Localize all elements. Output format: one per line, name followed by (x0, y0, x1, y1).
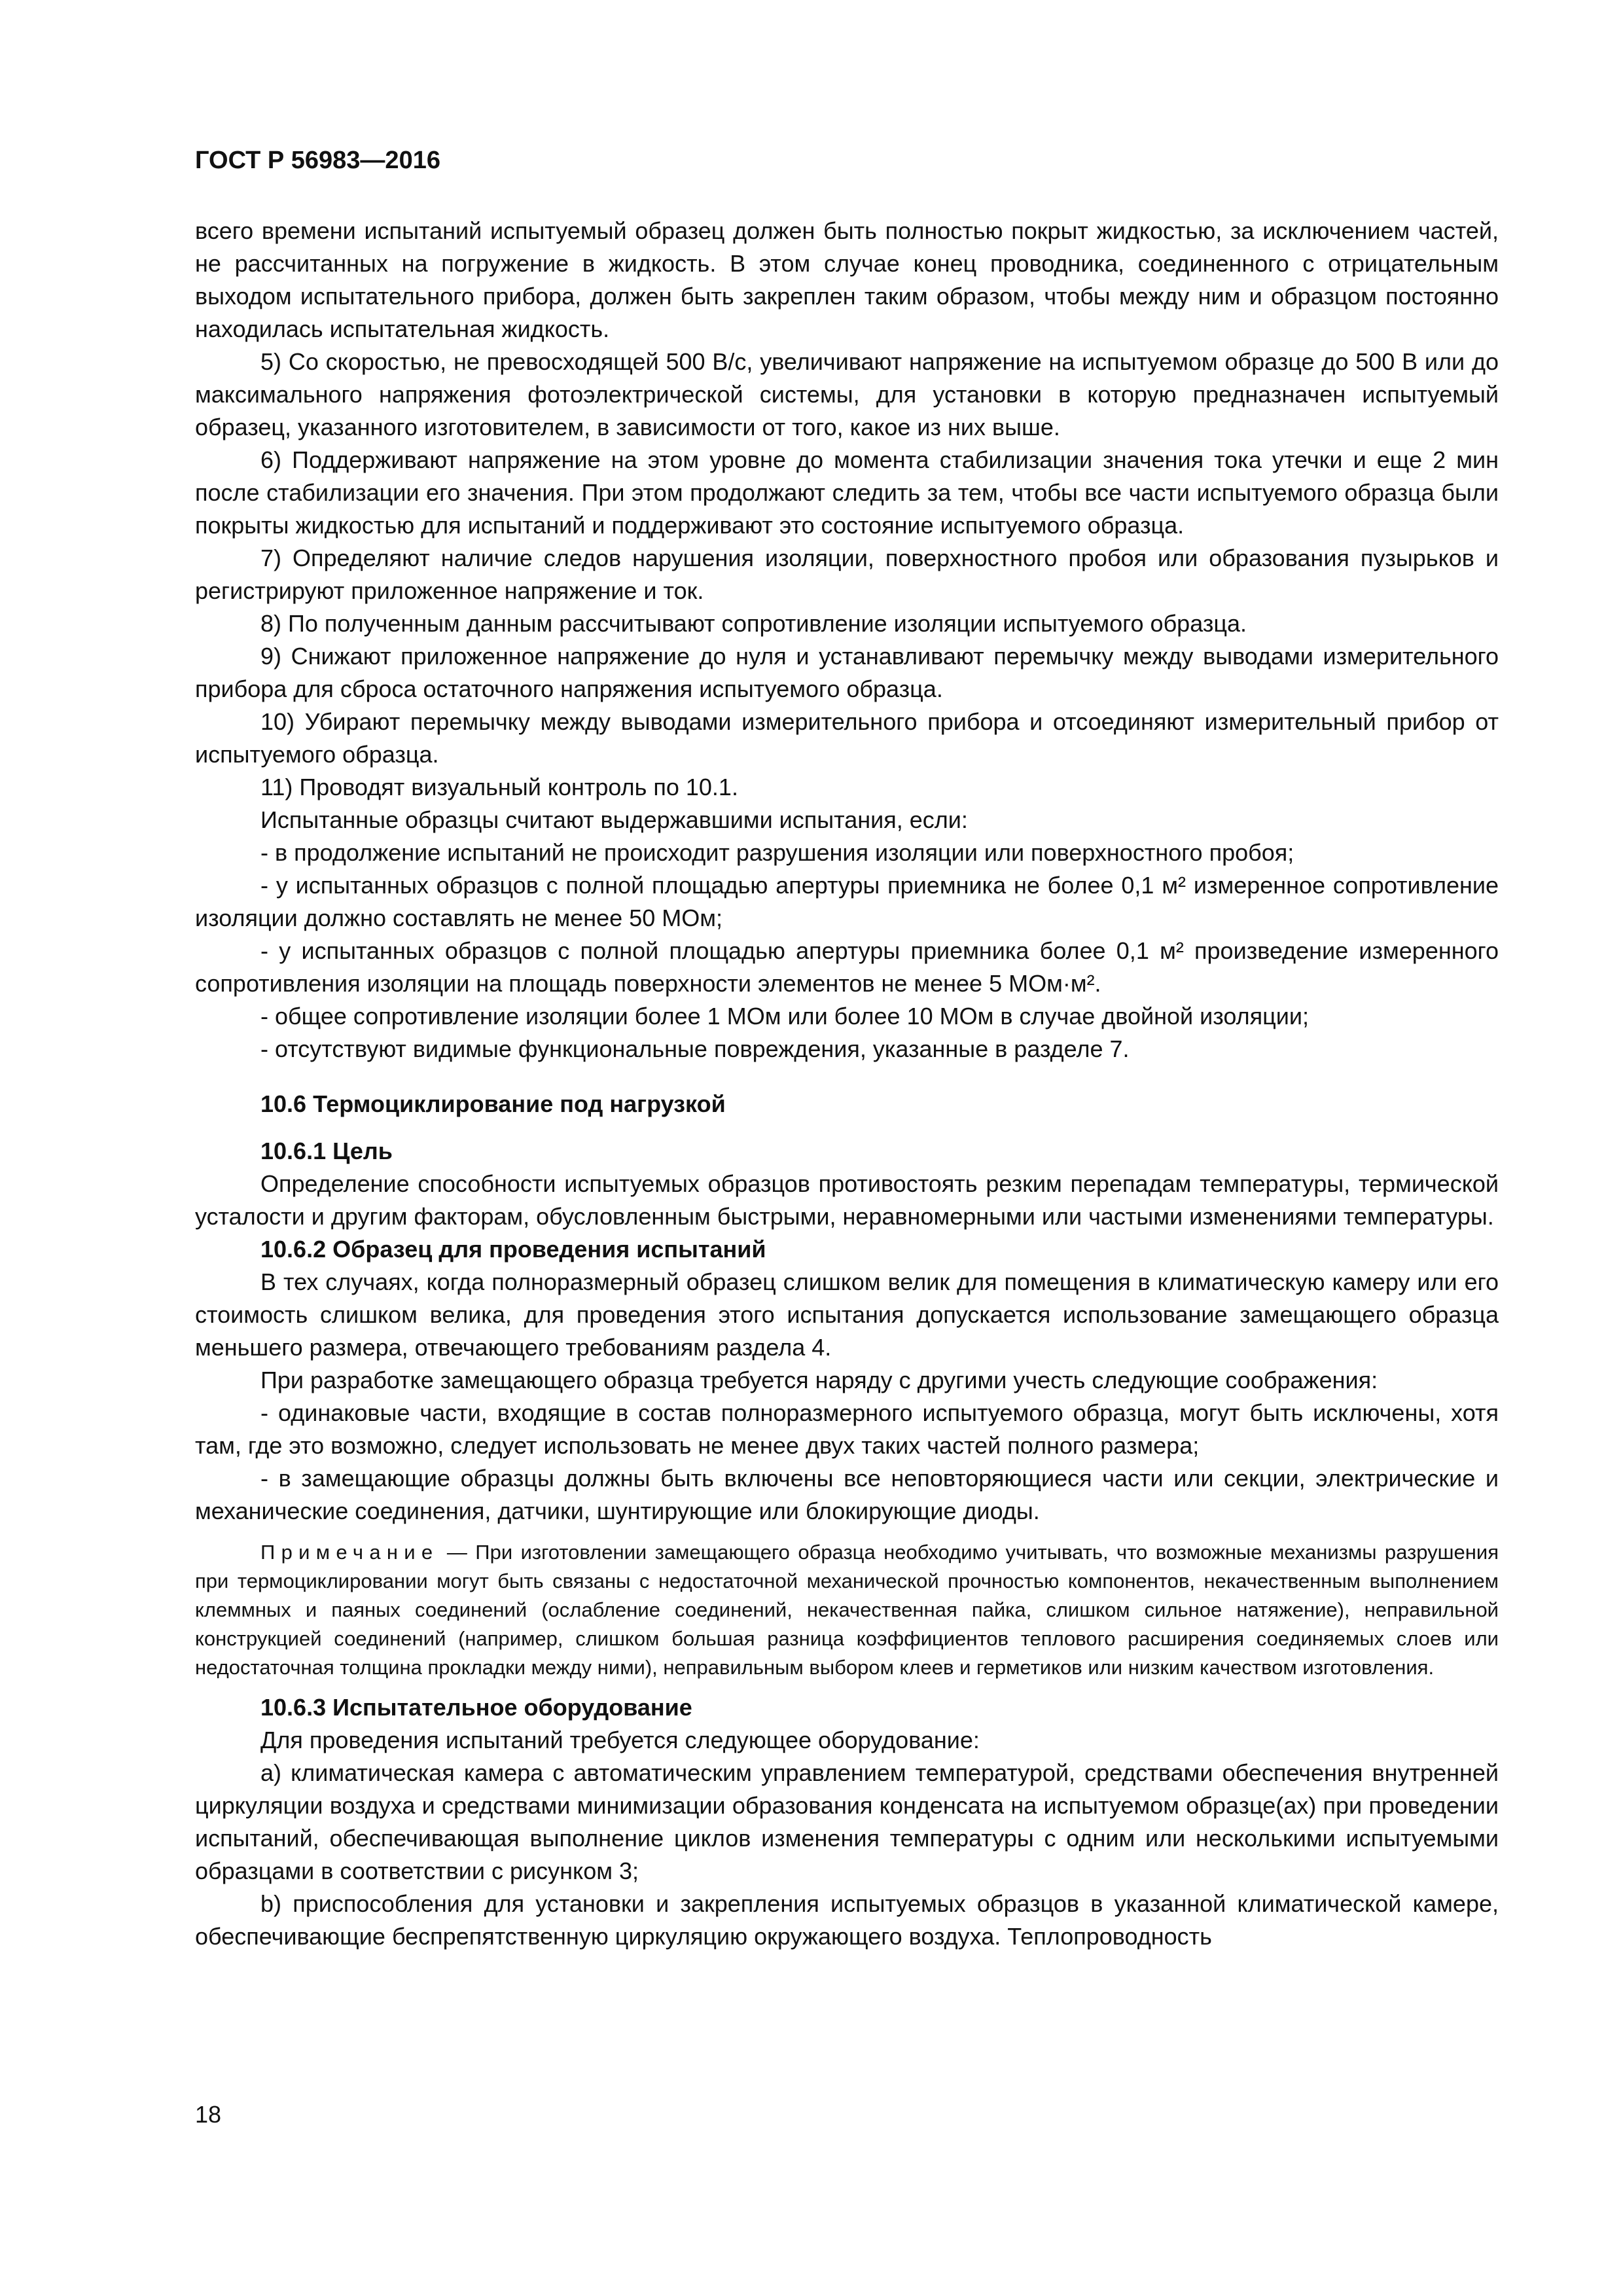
body-paragraph: 7) Определяют наличие следов нарушения изоляции, поверхностного пробоя или образования пузырьков и регистрируют приложенное напряжение и ток. (195, 545, 1499, 604)
note-label: Примечание (260, 1541, 439, 1564)
body-paragraph: - общее сопротивление изоляции более 1 МОм или более 10 МОм в случае двойной изоляции; (260, 1003, 1309, 1030)
body-paragraph: 9) Снижают приложенное напряжение до нуля и устанавливают перемычку между выводами измерительного прибора для сброса остаточного напряжения испытуемого образца. (195, 643, 1499, 702)
document-page (195, 144, 1499, 2258)
note-paragraph (195, 1538, 1499, 1682)
body-paragraph: - у испытанных образцов с полной площадью апертуры приемника не более 0,1 м² измеренное сопротивление изоляции должно составлять не менее 50 МОм; (195, 872, 1499, 931)
body-paragraph: b) приспособления для установки и закрепления испытуемых образцов в указанной климатической камере, обеспечивающие беспрепятственную циркуляцию окружающего воздуха. Теплопроводность (195, 1890, 1499, 1950)
section-heading: 10.6 Термоциклирование под нагрузкой (260, 1090, 726, 1117)
body-paragraph: В тех случаях, когда полноразмерный образец слишком велик для помещения в климатическую камеру или его стоимость слишком велика, для проведения этого испытания допускается использование замещающего образца меньшего размера, отвечающего требованиям раздела 4. (195, 1268, 1499, 1361)
body-paragraph: 5) Со скоростью, не превосходящей 500 В/с, увеличивают напряжение на испытуемом образце до 500 В или до максимального напряжения фотоэлектрической системы, для установки в которую предназначен испытуемый образец, указанного изготовителем, в зависимости от того, какое из них выше. (195, 348, 1499, 440)
body-paragraph: 11) Проводят визуальный контроль по 10.1. (260, 774, 738, 800)
body-paragraph: Для проведения испытаний требуется следующее оборудование: (260, 1727, 980, 1753)
document-header: ГОСТ Р 56983—2016 (195, 147, 440, 174)
body-paragraph: Определение способности испытуемых образцов противостоять резким перепадам температуры, термической усталости и другим факторам, обусловленным быстрыми, неравномерными или частыми изменениями температуры. (195, 1170, 1499, 1230)
body-paragraph: - отсутствуют видимые функциональные повреждения, указанные в разделе 7. (260, 1035, 1130, 1062)
body-paragraph: Испытанные образцы считают выдержавшими испытания, если: (260, 806, 968, 833)
page-number: 18 (195, 2101, 222, 2128)
body-paragraph: 8) По полученным данным рассчитывают сопротивление изоляции испытуемого образца. (260, 610, 1247, 637)
body-paragraph: 6) Поддерживают напряжение на этом уровне до момента стабилизации значения тока утечки и еще 2 мин после стабилизации его значения. При этом продолжают следить за тем, чтобы все части испытуемого образца были покрыты жидкостью для испытаний и поддерживают это состояние испытуемого образца. (195, 446, 1499, 539)
note-text: — При изготовлении замещающего образца необходимо учитывать, что возможные механизмы разрушения при термоциклировании могут быть связаны с недостаточной механической прочностью компонентов, некачественным выполнением клеммных и паяных соединений (ослабление соединений, некачественная пайка, слишком сильное натяжение), неправильной конструкцией соединений (например, слишком большая разница коэффициентов теплового расширения соединяемых слоев или недостаточная толщина прокладки между ними), неправильным выбором клеев и герметиков или низким качеством изготовления. (195, 1541, 1499, 1679)
body-paragraph: всего времени испытаний испытуемый образец должен быть полностью покрыт жидкостью, за исключением частей, не рассчитанных на погружение в жидкость. В этом случае конец проводника, соединенного с отрицательным выходом испытательного прибора, должен быть закреплен таким образом, чтобы между ним и образцом постоянно находилась испытательная жидкость. (195, 217, 1499, 342)
body-paragraph: - одинаковые части, входящие в состав полноразмерного испытуемого образца, могут быть исключены, хотя там, где это возможно, следует использовать не менее двух таких частей полного размера; (195, 1399, 1499, 1459)
document-body (195, 215, 1499, 1953)
body-paragraph: - в продолжение испытаний не происходит разрушения изоляции или поверхностного пробоя; (260, 839, 1294, 866)
body-paragraph: а) климатическая камера с автоматическим управлением температурой, средствами обеспечения внутренней циркуляции воздуха и средствами минимизации образования конденсата на испытуемом образце(ах) при проведении испытаний, обеспечивающая выполнение циклов изменения температуры с одним или несколькими испытуемыми образцами в соответствии с рисунком 3; (195, 1759, 1499, 1884)
section-heading: 10.6.3 Испытательное оборудование (260, 1694, 692, 1721)
body-paragraph: - в замещающие образцы должны быть включены все неповторяющиеся части или секции, электрические и механические соединения, датчики, шунтирующие или блокирующие диоды. (195, 1465, 1499, 1524)
section-heading: 10.6.2 Образец для проведения испытаний (260, 1236, 766, 1263)
section-heading: 10.6.1 Цель (260, 1138, 393, 1164)
body-paragraph: - у испытанных образцов с полной площадью апертуры приемника более 0,1 м² произведение измеренного сопротивления изоляции на площадь поверхности элементов не менее 5 МОм·м². (195, 937, 1499, 997)
body-paragraph: При разработке замещающего образца требуется наряду с другими учесть следующие соображения: (260, 1367, 1378, 1393)
body-paragraph: 10) Убирают перемычку между выводами измерительного прибора и отсоединяют измерительный прибор от испытуемого образца. (195, 708, 1499, 768)
